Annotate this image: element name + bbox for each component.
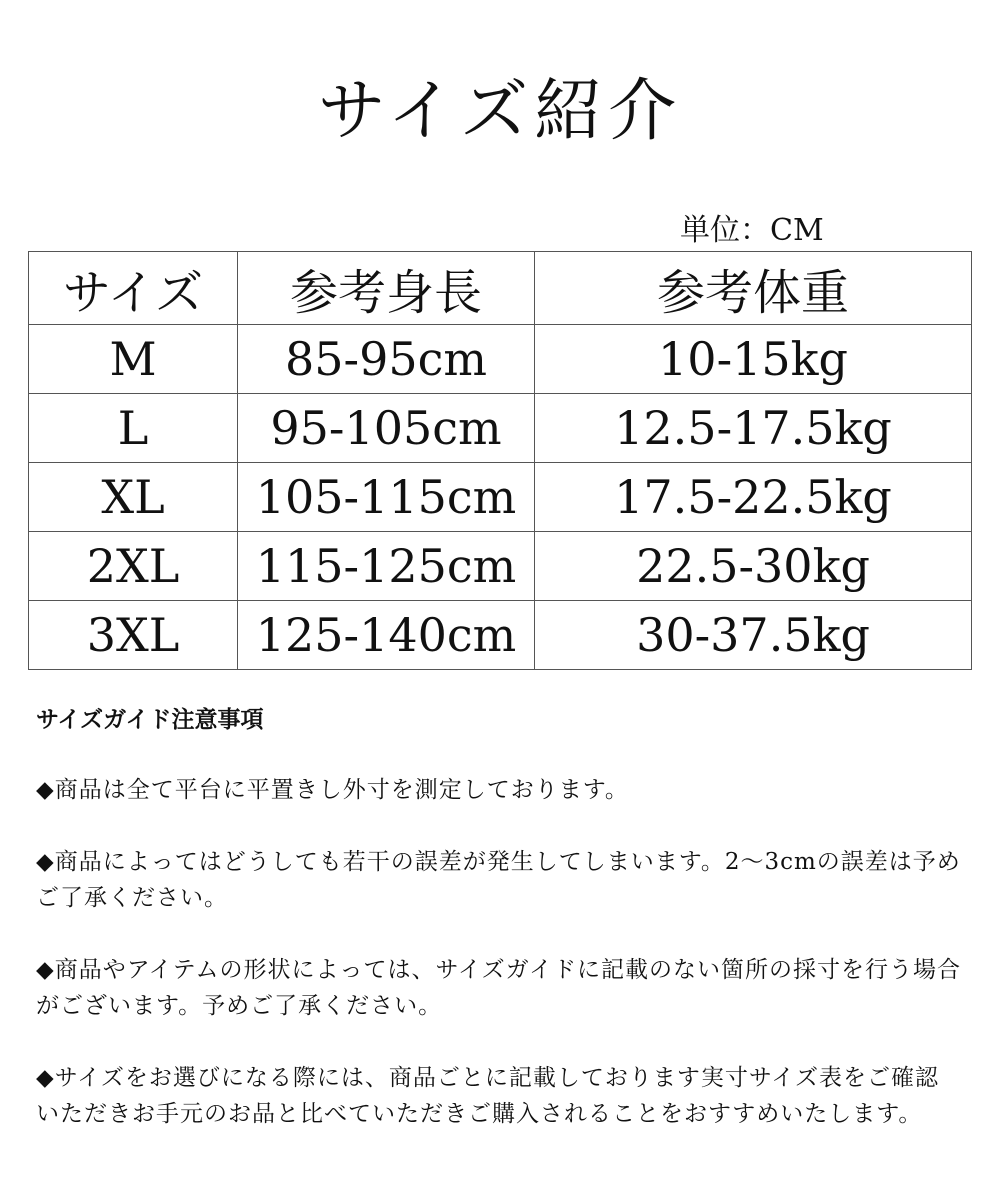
table-row [29,325,972,394]
table-row [29,532,972,601]
weight-cell: 10-15kg [535,325,972,394]
unit-label: 単位：CM [680,213,824,248]
notes-heading: サイズガイド注意事項 [36,707,264,733]
size-cell: 3XL [29,601,238,670]
header-height: 参考身長 [238,252,535,325]
page-title: サイズ紹介 [317,72,683,151]
weight-cell: 30-37.5kg [535,601,972,670]
note-item: ◆商品やアイテムの形状によっては、サイズガイドに記載のない箇所の採寸を行う場合がございます。予めご了承ください。 [36,957,961,1019]
table-header-row [29,252,972,325]
size-cell: 2XL [29,532,238,601]
height-cell: 85-95cm [238,325,535,394]
size-cell: L [29,394,238,463]
weight-cell: 12.5-17.5kg [535,394,972,463]
weight-cell: 22.5-30kg [535,532,972,601]
height-cell: 115-125cm [238,532,535,601]
note-item: ◆商品は全て平台に平置きし外寸を測定しております。 [36,777,629,803]
height-cell: 125-140cm [238,601,535,670]
header-weight: 参考体重 [535,252,972,325]
weight-cell: 17.5-22.5kg [535,463,972,532]
height-cell: 105-115cm [238,463,535,532]
table-row [29,463,972,532]
table-row [29,394,972,463]
table-row [29,601,972,670]
header-size: サイズ [29,252,238,325]
note-item: ◆サイズをお選びになる際には、商品ごとに記載しております実寸サイズ表をご確認いただきお手元のお品と比べていただきご購入されることをおすすめいたします。 [36,1065,940,1127]
size-cell: XL [29,463,238,532]
size-guide-notes [36,700,961,1168]
size-table [28,251,972,670]
height-cell: 95-105cm [238,394,535,463]
note-item: ◆商品によってはどうしても若干の誤差が発生してしまいます。2～3cmの誤差は予めご了承ください。 [36,849,961,911]
size-cell: M [29,325,238,394]
